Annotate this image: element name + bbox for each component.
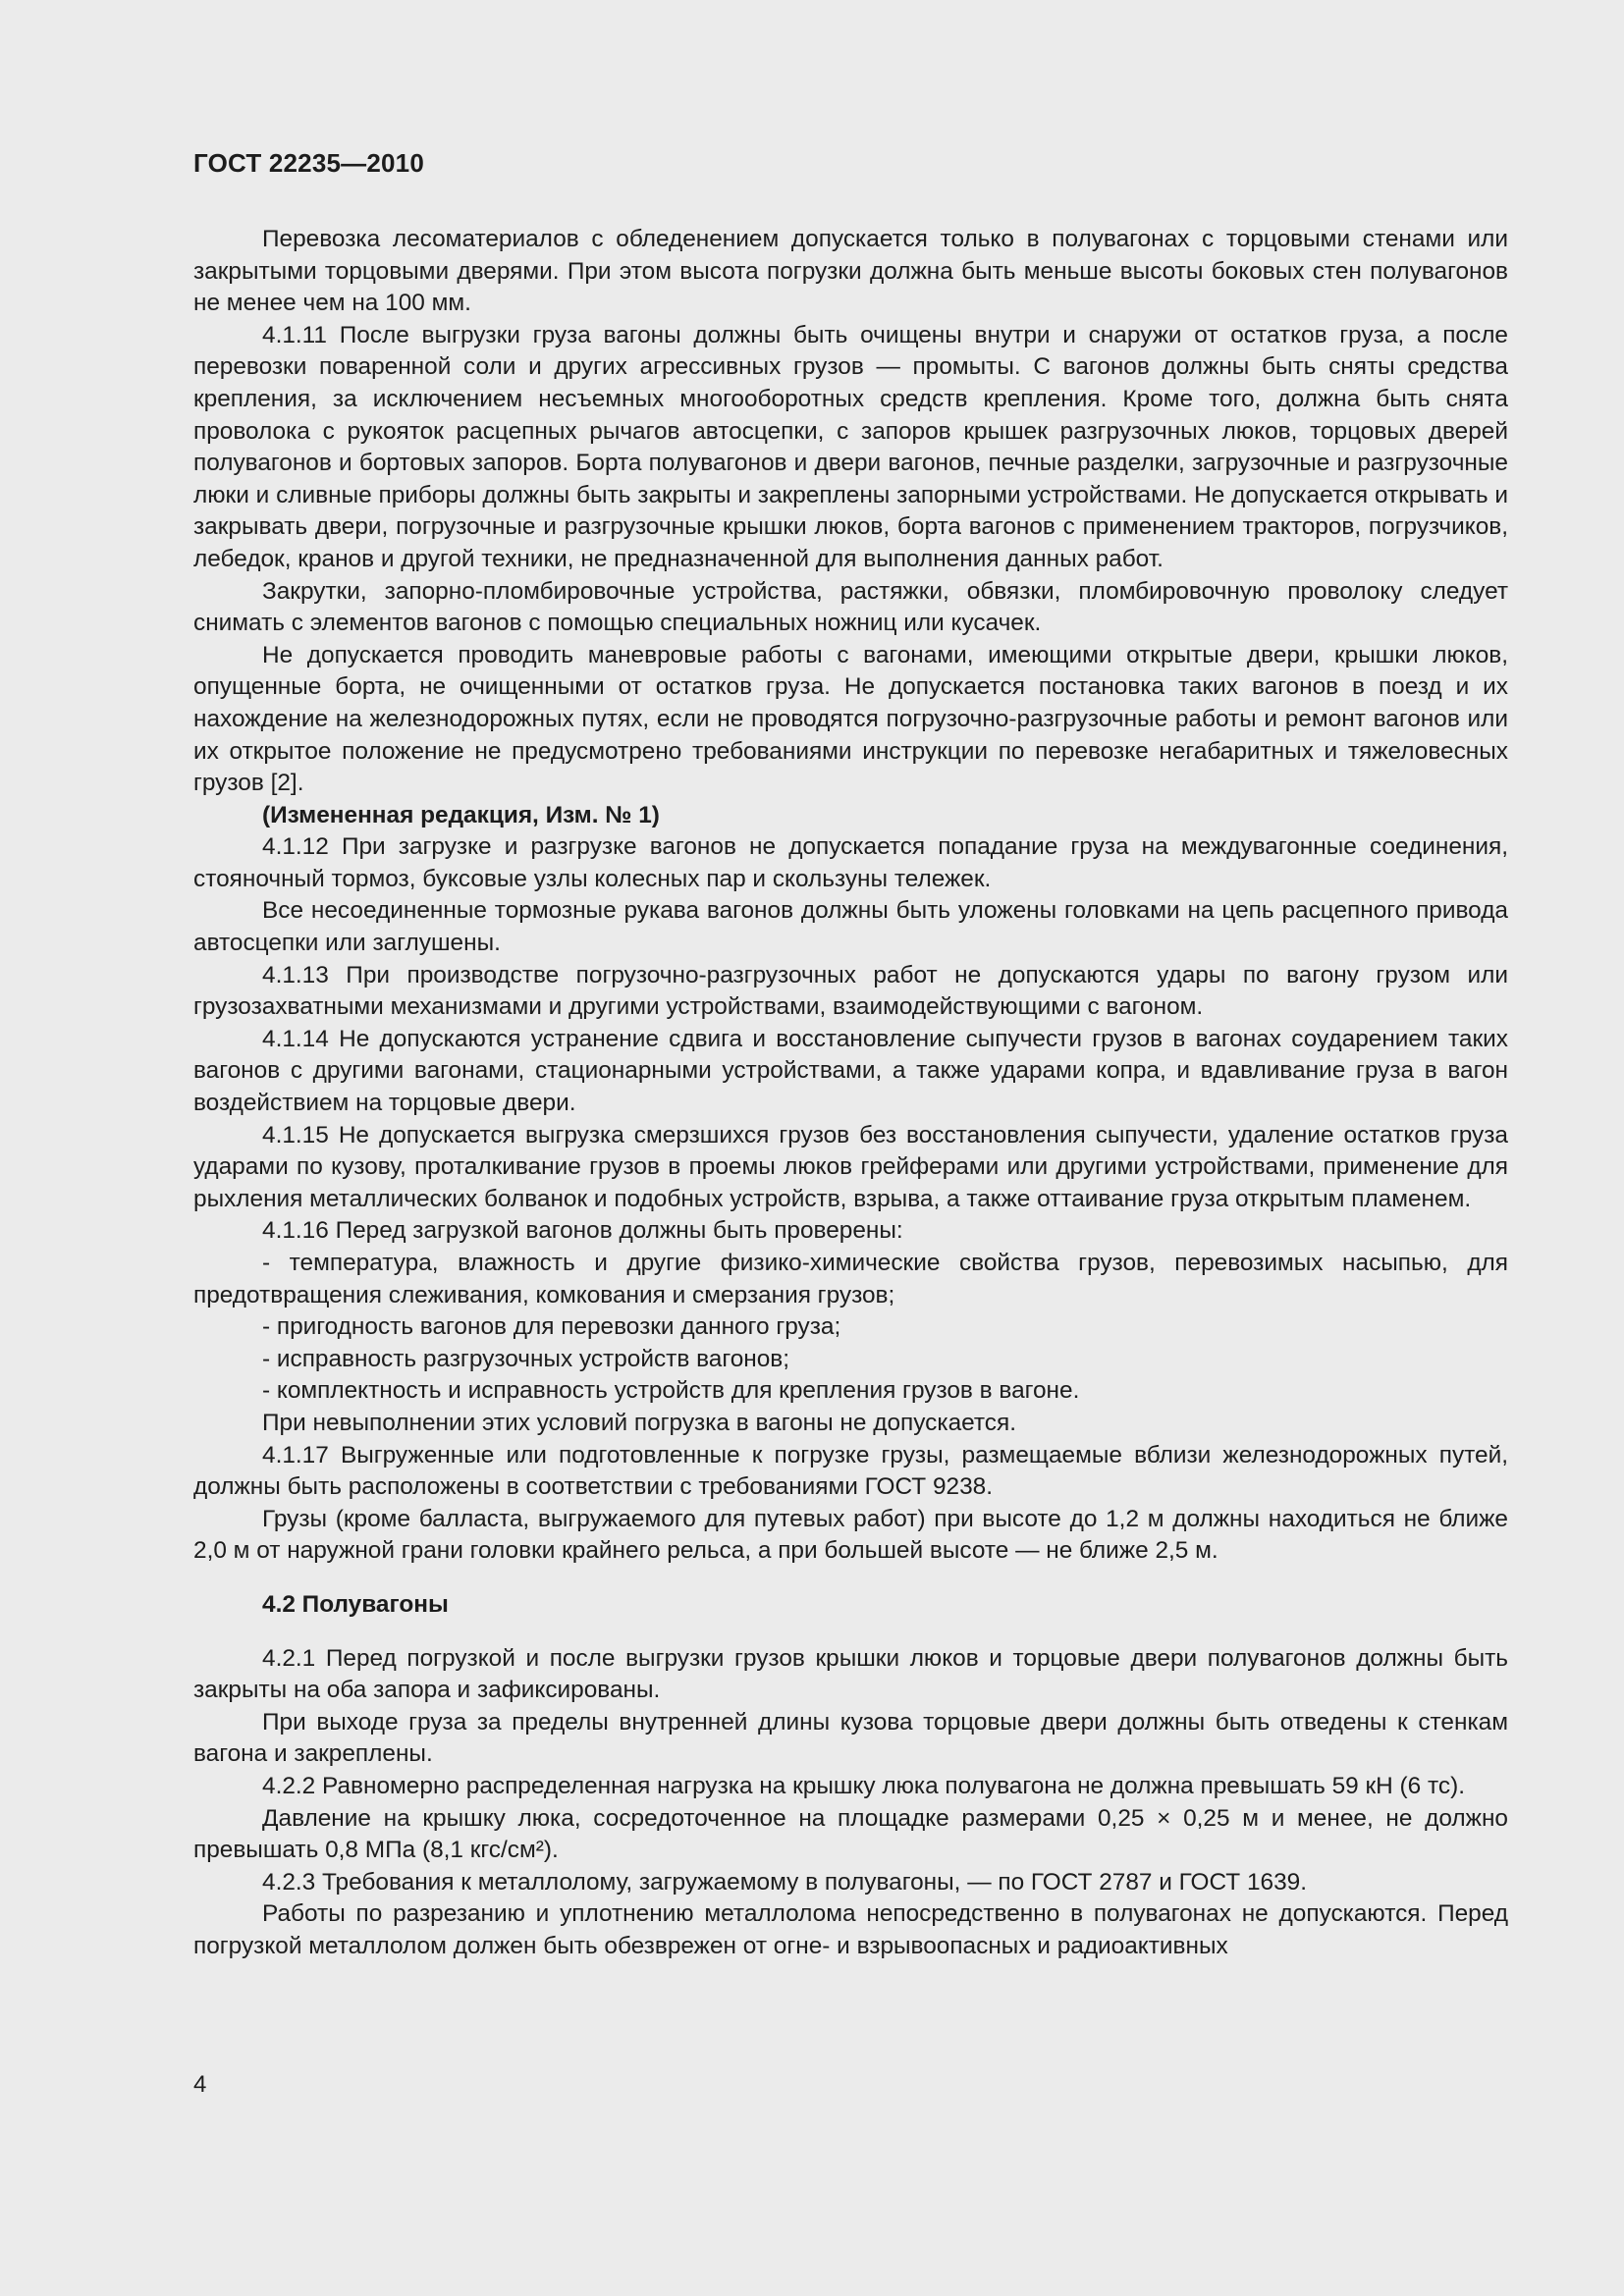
paragraph: 4.2.2 Равномерно распределенная нагрузка на крышку люка полувагона не должна превышать 59 кН (6 тс). bbox=[262, 1772, 1466, 1799]
paragraph: Перевозка лесоматериалов с обледенением допускается только в полувагонах с торцовыми стенами или закрытыми торцовыми дверями. При этом высота погрузки должна быть меньше высоты боковых стен полувагонов не менее чем на 100 мм. bbox=[193, 226, 1508, 317]
list-item: - исправность разгрузочных устройств вагонов; bbox=[262, 1345, 790, 1372]
section-heading: 4.2 Полувагоны bbox=[262, 1590, 449, 1618]
paragraph: 4.2.3 Требования к металлолому, загружаемому в полувагоны, — по ГОСТ 2787 и ГОСТ 1639. bbox=[262, 1868, 1307, 1896]
paragraph: Давление на крышку люка, сосредоточенное на площадке размерами 0,25 × 0,25 м и менее, не должно превышать 0,8 МПа (8,1 кгс/см²). bbox=[193, 1804, 1508, 1864]
paragraph: 4.1.12 При загрузке и разгрузке вагонов не допускается попадание груза на междувагонные соединения, стояночный тормоз, буксовые узлы колесных пар и скользуны тележек. bbox=[193, 833, 1508, 892]
paragraph: 4.1.15 Не допускается выгрузка смерзшихся грузов без восстановления сыпучести, удаление остатков груза ударами по кузову, проталкивание грузов в проемы люков грейферами или другими устройствами, применение для рыхления металлических болванок и подобных устройств, взрыва, а также оттаивание груза открытым пламенем. bbox=[193, 1121, 1508, 1212]
paragraph: 4.2.1 Перед погрузкой и после выгрузки грузов крышки люков и торцовые двери полувагонов должны быть закрыты на оба запора и зафиксированы. bbox=[193, 1644, 1508, 1704]
paragraph: 4.1.14 Не допускаются устранение сдвига и восстановление сыпучести грузов в вагонах соударением таких вагонов с другими вагонами, стационарными устройствами, а также ударами копра, и вдавливание груза в вагон воздействием на торцовые двери. bbox=[193, 1025, 1508, 1117]
paragraph: 4.1.17 Выгруженные или подготовленные к погрузке грузы, размещаемые вблизи железнодорожных путей, должны быть расположены в соответствии с требованиями ГОСТ 9238. bbox=[193, 1441, 1508, 1501]
paragraph: Грузы (кроме балласта, выгружаемого для путевых работ) при высоте до 1,2 м должны находиться не ближе 2,0 м от наружной грани головки крайнего рельса, а при большей высоте — не ближе 2,5 м. bbox=[193, 1505, 1508, 1565]
paragraph: При невыполнении этих условий погрузка в вагоны не допускается. bbox=[262, 1409, 1016, 1436]
document-header: ГОСТ 22235—2010 bbox=[193, 148, 424, 178]
paragraph: 4.1.11 После выгрузки груза вагоны должны быть очищены внутри и снаружи от остатков груза, а после перевозки поваренной соли и других агрессивных грузов — промыты. С вагонов должны быть сняты средства крепления, за исключением несъемных многооборотных средств крепления. Кроме того, должна быть снята проволока с рукояток расцепных рычагов автосцепки, с запоров крышек разгрузочных люков, торцовых дверей полувагонов и бортовых запоров. Борта полувагонов и двери вагонов, печные разделки, загрузочные и разгрузочные люки и сливные приборы должны быть закрыты и закреплены запорными устройствами. Не допускается открывать и закрывать двери, погрузочные и разгрузочные крышки люков, борта вагонов с применением тракторов, погрузчиков, лебедок, кранов и другой техники, не предназначенной для выполнения данных работ. bbox=[193, 321, 1508, 572]
paragraph: Работы по разрезанию и уплотнению металлолома непосредственно в полувагонах не допускаются. Перед погрузкой металлолом должен быть обезврежен от огне- и взрывоопасных и радиоактивных bbox=[193, 1900, 1508, 1959]
paragraph: 4.1.16 Перед загрузкой вагонов должны быть проверены: bbox=[262, 1217, 903, 1245]
paragraph: При выходе груза за пределы внутренней длины кузова торцовые двери должны быть отведены к стенкам вагона и закреплены. bbox=[193, 1708, 1508, 1768]
amendment-note: (Измененная редакция, Изм. № 1) bbox=[262, 801, 660, 828]
list-item: - температура, влажность и другие физико-химические свойства грузов, перевозимых насыпью, для предотвращения слеживания, комкования и смерзания грузов; bbox=[193, 1250, 1508, 1308]
paragraph: 4.1.13 При производстве погрузочно-разгрузочных работ не допускаются удары по вагону грузом или грузозахватными механизмами и другими устройствами, взаимодействующими с вагоном. bbox=[193, 961, 1508, 1021]
paragraph: Закрутки, запорно-пломбировочные устройства, растяжки, обвязки, пломбировочную проволоку следует снимать с элементов вагонов с помощью специальных ножниц или кусачек. bbox=[193, 577, 1508, 637]
list-item: - пригодность вагонов для перевозки данного груза; bbox=[262, 1313, 841, 1341]
paragraph: Все несоединенные тормозные рукава вагонов должны быть уложены головками на цепь расцепного привода автосцепки или заглушены. bbox=[193, 897, 1508, 957]
list-item: - комплектность и исправность устройств для крепления грузов в вагоне. bbox=[262, 1377, 1080, 1405]
paragraph: Не допускается проводить маневровые работы с вагонами, имеющими открытые двери, крышки люков, опущенные борта, не очищенными от остатков груза. Не допускается постановка таких вагонов в поезд и их нахождение на железнодорожных путях, если не проводятся погрузочно-разгрузочные работы и ремонт вагонов или их открытое положение не предусмотрено требованиями инструкции по перевозке негабаритных и тяжеловесных грузов [2]. bbox=[193, 641, 1508, 797]
page-number: 4 bbox=[193, 2071, 207, 2098]
document-body bbox=[193, 224, 1508, 1962]
